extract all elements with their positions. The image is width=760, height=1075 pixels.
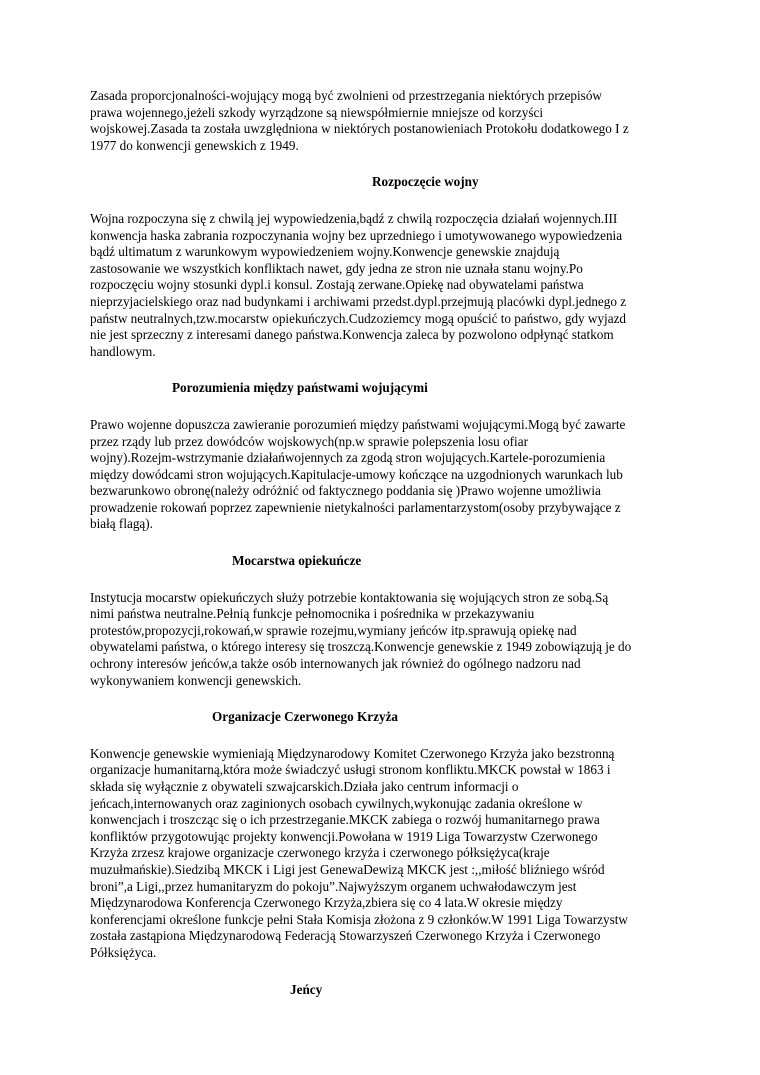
text-line: Wojna rozpoczyna się z chwilą jej wypowiedzenia,bądź z chwilą rozpoczęcia działań wojennych.III — [90, 210, 618, 226]
red-cross-paragraph — [90, 746, 680, 962]
text-line: handlowym. — [90, 343, 156, 359]
text-line: wykonywaniem konwencji genewskich. — [90, 672, 302, 688]
text-line: prawa wojennego,jeżeli szkody wyrządzone są niewspółmiernie mniejsze od korzyści — [90, 104, 543, 120]
document-page — [90, 88, 680, 998]
text-line: prowadzenie rokowań poprzez zapewnienie nietykalności parlamentarzystom(osoby przybywające z — [90, 499, 621, 515]
text-line: między dowódcami stron wojujących.Kapitulacje-umowy kończące na uzgodnionych warunkach lub — [90, 466, 623, 482]
text-line: Półksiężyca. — [90, 944, 157, 960]
text-line: nieprzyjacielskiego oraz nad budynkami i archiwami przedst.dypl.przejmują placówki dypl.jednego z — [90, 293, 627, 309]
text-line: została zastąpiona Międzynarodową Federacją Stowarzyszeń Czerwonego Krzyża i Czerwonego — [90, 928, 601, 944]
text-line: konwencjach i troszcząc się o ich przestrzeganie.MKCK zabiega o rozwój humanitarnego prawa — [90, 812, 600, 828]
agreements-paragraph — [90, 417, 680, 533]
section-heading-red-cross: Organizacje Czerwonego Krzyża — [212, 709, 399, 725]
text-line: obywatelami państwa, o którego interesy się troszczą.Konwencje genewskie z 1949 zobowiązują je do — [90, 639, 632, 655]
text-line: przez rządy lub przez dowódców wojskowych(np.w sprawie polepszenia losu ofiar — [90, 433, 528, 449]
text-line: muzułmańskie).Siedzibą MKCK i Ligi jest GenewaDewizą MKCK jest :,,miłość bliźniego wśród — [90, 861, 605, 877]
text-line: bądź ultimatum z warunkowym wypowiedzeniem wojny.Konwencje genewskie znajdują — [90, 244, 560, 260]
text-line: wojny).Rozejm-wstrzymanie działańwojennych za zgodą stron wojujących.Kartele-porozumienia — [90, 450, 606, 466]
text-line: wojskowej.Zasada ta została uwzględniona w niektórych postanowieniach Protokołu dodatkowego I z — [90, 121, 629, 137]
text-line: zastosowanie we wszystkich konfliktach nawet, gdy jedna ze stron nie uznała stanu wojny.Po — [90, 260, 583, 276]
text-line: broni”,a Ligi,,przez humanitaryzm do pokoju”.Najwyższym organem uchwałodawczym jest — [90, 878, 577, 894]
text-line: Instytucja mocarstw opiekuńczych służy potrzebie kontaktowania się wojujących stron ze sobą.Są — [90, 589, 609, 605]
section-heading-agreements: Porozumienia między państwami wojującymi — [172, 380, 428, 396]
text-line: państw neutralnych,tzw.mocarstw opiekuńczych.Cudzoziemcy mogą opuścić to państwo, gdy wyjazd — [90, 310, 627, 326]
text-line: konwencja haska zabrania rozpoczynania wojny bez uprzedniego i umotywowanego wypowiedzenia — [90, 227, 623, 243]
text-line: nie jest sprzeczny z interesami danego państwa.Konwencja zaleca by pozwolono odpłynąć statkom — [90, 327, 614, 343]
text-line: 1977 do konwencji genewskich z 1949. — [90, 137, 299, 153]
section-heading-prisoners: Jeńcy — [290, 981, 323, 997]
text-line: konfliktów przygotowując projekty konwencji.Powołana w 1919 Liga Towarzystw Czerwonego — [90, 828, 598, 844]
text-line: konferencjami określone funkcje pełni Stała Komisja złożona z 9 członków.W 1991 Liga Towarzystw — [90, 911, 628, 927]
section-heading-start-of-war: Rozpoczęcie wojny — [372, 174, 479, 190]
text-line: bezwarunkowo obronę(należy odróżnić od faktycznego poddania się )Prawo wojenne umożliwia — [90, 483, 601, 499]
text-line: Międzynarodowa Konferencja Czerwonego Krzyża,zbiera się co 4 lata.W okresie między — [90, 895, 563, 911]
text-line: Zasada proporcjonalności-wojujący mogą być zwolnieni od przestrzegania niektórych przepisów — [90, 88, 602, 103]
intro-paragraph — [90, 88, 680, 154]
text-line: ochrony interesów jeńców,a także osób internowanych jak również do ogólnego nadzoru nad — [90, 656, 581, 672]
protecting-powers-paragraph — [90, 590, 680, 690]
text-line: składa się wyłącznie z obywateli szwajcarskich.Działa jako centrum informacji o — [90, 779, 519, 794]
text-line: jeńcach,internowanych oraz zaginionych osobach cywilnych,wykonując zadania określone w — [90, 795, 583, 811]
text-line: protestów,propozycji,rokowań,w sprawie rozejmu,wymiany jeńców itp.sprawują opiekę nad — [90, 622, 577, 638]
text-line: Prawo wojenne dopuszcza zawieranie porozumień między państwami wojującymi.Mogą być zawarte — [90, 416, 626, 432]
start-of-war-paragraph — [90, 211, 680, 360]
text-line: Krzyża zrzesz krajowe organizacje czerwonego krzyża i czerwonego półksiężyca(kraje — [90, 845, 550, 861]
section-heading-protecting-powers: Mocarstwa opiekuńcze — [232, 553, 362, 569]
text-line: nimi państwa neutralne.Pełnią funkcje pełnomocnika i pośrednika w przekazywaniu — [90, 606, 535, 622]
text-line: rozpoczęciu wojny stosunki dypl.i konsul. Zostają zerwane.Opiekę nad obywatelami państwa — [90, 277, 584, 293]
text-line: organizacje humanitarną,która może świadczyć usługi stronom konfliktu.MKCK powstał w 1863 i — [90, 762, 611, 778]
text-line: białą flagą). — [90, 516, 153, 532]
text-line: Konwencje genewskie wymieniają Międzynarodowy Komitet Czerwonego Krzyża jako bezstronną — [90, 745, 615, 761]
